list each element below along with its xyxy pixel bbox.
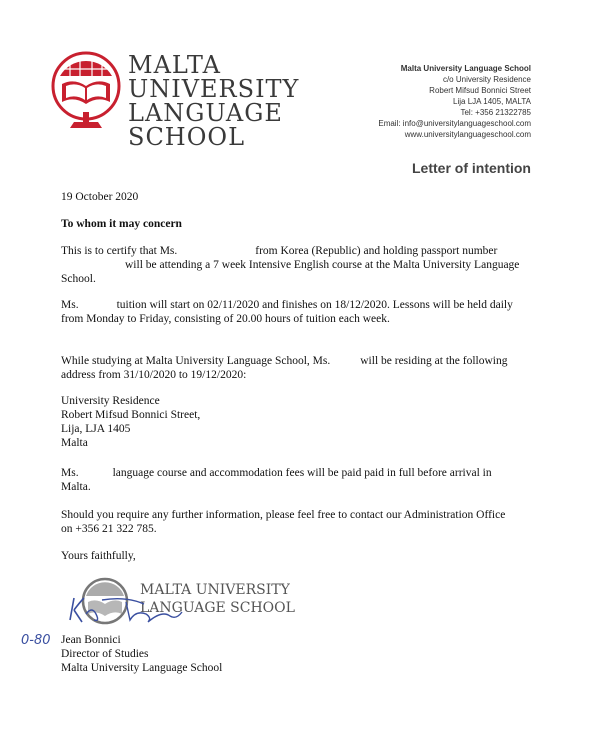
- address-line-1: University Residence: [61, 395, 160, 407]
- para4-text-b: language course and accommodation fees will be paid paid in full before arrival in: [112, 467, 492, 479]
- para3-text-a: While studying at Malta University Language School, Ms.: [61, 355, 331, 367]
- para1-line1: [61, 244, 497, 258]
- logo-line-2: UNIVERSITY: [128, 75, 300, 103]
- address-line-2: Robert Mifsud Bonnici Street,: [61, 409, 201, 421]
- contact-tel: Tel: +356 21322785: [460, 108, 531, 117]
- address-line-4: Malta: [61, 437, 88, 449]
- stamp-line-2: LANGUAGE SCHOOL: [140, 600, 295, 616]
- para4-line1: [61, 466, 492, 480]
- stamp-line-1: MALTA UNIVERSITY: [140, 582, 290, 598]
- logo-line-4: SCHOOL: [128, 123, 246, 151]
- signatory-name: Jean Bonnici: [61, 634, 121, 646]
- handwritten-signature: [66, 590, 196, 630]
- logo-line-3: LANGUAGE: [128, 99, 283, 127]
- para5-line1: Should you require any further information, please feel free to contact our Administration Office: [61, 509, 506, 521]
- para4-line2: Malta.: [61, 481, 91, 493]
- para2-line1: [61, 298, 513, 312]
- para1-line3: School.: [61, 273, 96, 285]
- para5-line2: on +356 21 322 785.: [61, 523, 157, 535]
- letter-date: 19 October 2020: [61, 191, 139, 203]
- contact-email[interactable]: Email: info@universitylanguageschool.com: [378, 119, 531, 128]
- school-logo-emblem: [50, 50, 122, 134]
- contact-line-3: Lija LJA 1405, MALTA: [453, 97, 531, 106]
- handwritten-margin-note: 0-80: [21, 633, 51, 648]
- para2-text-a: Ms.: [61, 299, 79, 311]
- para1-text-b: from Korea (Republic) and holding passport number: [255, 245, 498, 257]
- contact-block: [378, 63, 531, 140]
- para3-line2: address from 31/10/2020 to 19/12/2020:: [61, 369, 247, 381]
- para2-text-b: tuition will start on 02/11/2020 and finishes on 18/12/2020. Lessons will be held daily: [116, 299, 513, 311]
- para1-line2: will be attending a 7 week Intensive English course at the Malta University Language: [125, 259, 520, 271]
- signatory-role: Director of Studies: [61, 648, 149, 660]
- para3-line1: [61, 354, 508, 368]
- para3-text-b: will be residing at the following: [360, 355, 508, 367]
- para4-text-a: Ms.: [61, 467, 79, 479]
- para2-line2: from Monday to Friday, consisting of 20.00 hours of tuition each week.: [61, 313, 390, 325]
- address-line-3: Lija, LJA 1405: [61, 423, 131, 435]
- letter-salutation: To whom it may concern: [61, 218, 182, 230]
- letter-closing: Yours faithfully,: [61, 550, 136, 562]
- contact-line-2: Robert Mifsud Bonnici Street: [429, 86, 531, 95]
- logo-line-1: MALTA: [128, 51, 221, 79]
- contact-web[interactable]: www.universitylanguageschool.com: [404, 130, 531, 139]
- document-title: Letter of intention: [412, 160, 531, 176]
- contact-line-1: c/o University Residence: [442, 75, 531, 84]
- contact-name: Malta University Language School: [400, 64, 531, 73]
- signatory-org: Malta University Language School: [61, 662, 223, 674]
- para1-text-a: This is to certify that Ms.: [61, 245, 178, 257]
